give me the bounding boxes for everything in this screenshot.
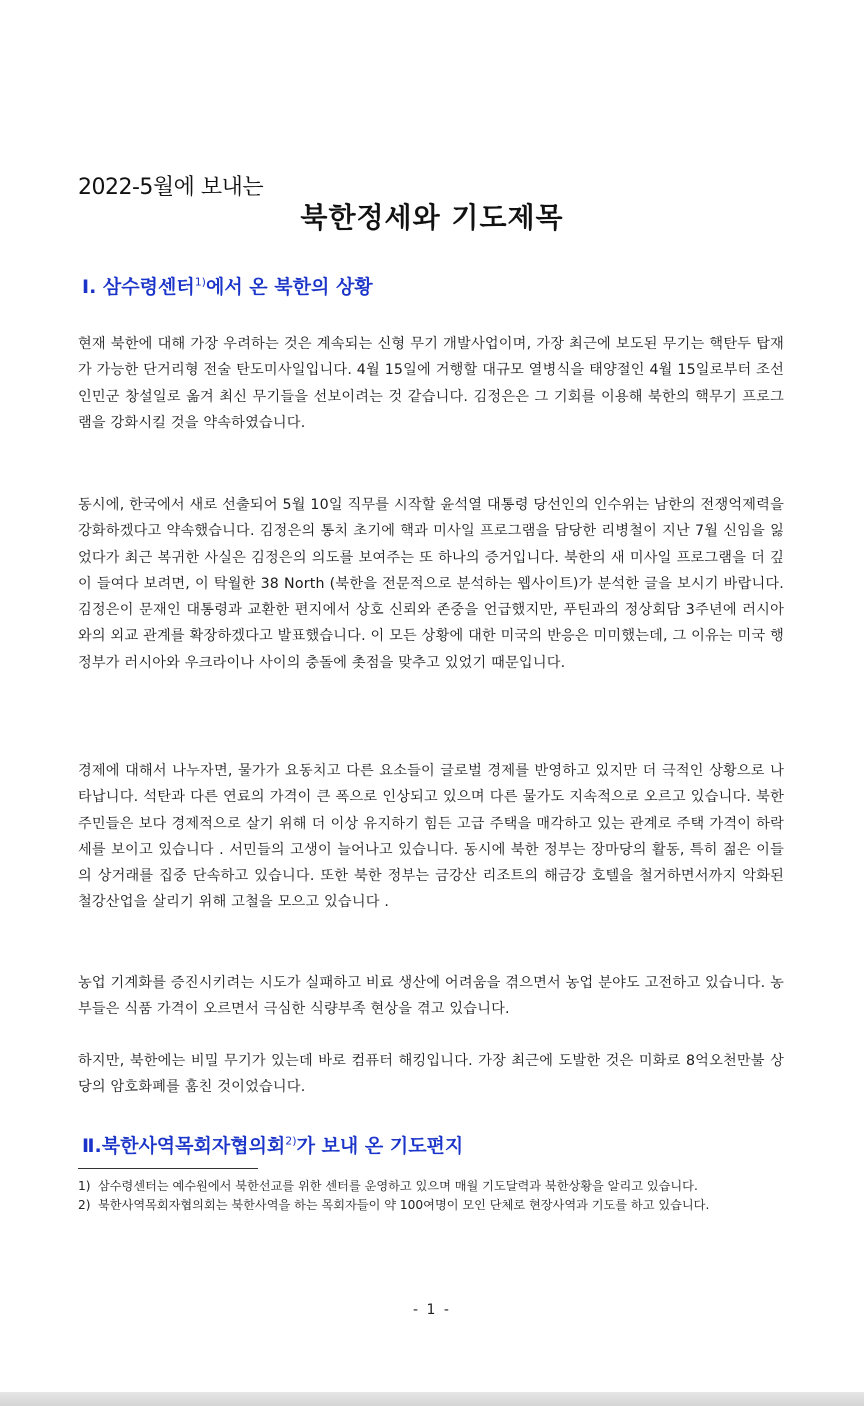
footnote-text: 삼수령센터는 예수원에서 북한선교를 위한 센터를 운영하고 있으며 매월 기도달력과 북한상황을 알리고 있습니다. [98, 1179, 698, 1193]
section-1-heading [82, 272, 373, 299]
footnotes [78, 1178, 784, 1215]
paragraph-agriculture: 농업 기계화를 증진시키려는 시도가 실패하고 비료 생산에 어려움을 겪으면서 농업 분야도 고전하고 있습니다. 농부들은 식품 가격이 오르면서 극심한 식량부족 현상을 겪고 있습니다. [78, 975, 784, 1018]
main-title: 북한정세와 기도제목 [300, 201, 564, 234]
section-1-heading-main: Ⅰ. 삼수령센터 [82, 276, 195, 298]
footnote-number: 2) [78, 1197, 91, 1212]
footnote-number: 1) [78, 1179, 91, 1193]
footnote-1 [78, 1178, 784, 1196]
section-2-heading [82, 1131, 463, 1158]
footnote-ref-1[interactable]: 1) [194, 275, 206, 289]
page-number: - 1 - [413, 1302, 451, 1318]
section-2-heading-main: Ⅱ.북한사역목회자협의회 [82, 1135, 286, 1157]
section-2-heading-tail: 가 보내 온 기도편지 [296, 1135, 464, 1157]
pre-title: 2022-5월에 보내는 [78, 175, 264, 200]
footnote-ref-2[interactable]: 2) [285, 1134, 297, 1148]
section-1-heading-tail: 에서 온 북한의 상황 [205, 276, 373, 298]
paragraph-diplomacy: 동시에, 한국에서 새로 선출되어 5월 10일 직무를 시작할 윤석열 대통령 당선인의 인수위는 남한의 전쟁억제력을 강화하겠다고 약속했습니다. 김정은의 통치 초기에 핵과 미사일 프로그램을 담당한 리병철이 지난 7월 신임을 잃었다가 최근 복귀한 사실은 김정은의 의도를 보여주는 또 하나의 증거입니다. 북한의 새 미사일 프로그램을 더 깊이 들여다 보려면, 이 탁월한 38 North (북한을 전문적으로 분석하는 웹사이트)가 분석한 글을 보시기 바랍니다. 김정은이 문재인 대통령과 교환한 편지에서 상호 신뢰와 존중을 언급했지만, 푸틴과의 정상회담 3주년에 러시아와의 외교 관계를 확장하겠다고 발표했습니다. 이 모든 상황에 대한 미국의 반응은 미미했는데, 그 이유는 미국 행정부가 러시아와 우크라이나 사이의 충돌에 촛점을 맞추고 있었기 때문입니다. [78, 497, 784, 671]
viewer-bottom-edge [0, 1392, 864, 1406]
footnote-2 [78, 1197, 784, 1215]
paragraph-weapons: 현재 북한에 대해 가장 우려하는 것은 계속되는 신형 무기 개발사업이며, 가장 최근에 보도된 무기는 핵탄두 탑재가 가능한 단거리형 전술 탄도미사일입니다. 4월 15일에 거행할 대규모 열병식을 태양절인 4월 15일로부터 조선인민군 창설일로 옮겨 최신 무기들을 선보이려는 것 같습니다. 김정은은 그 기회를 이용해 북한의 핵무기 프로그램을 강화시킬 것을 약속하였습니다. [78, 336, 784, 431]
paragraph-economy: 경제에 대해서 나누자면, 물가가 요동치고 다른 요소들이 글로벌 경제를 반영하고 있지만 더 극적인 상황으로 나타납니다. 석탄과 다른 연료의 가격이 큰 폭으로 인상되고 있으며 다른 물가도 지속적으로 오르고 있습니다. 북한 주민들은 보다 경제적으로 살기 위해 더 이상 유지하기 힘든 고급 주택을 매각하고 있는 관계로 주택 가격이 하락세를 보이고 있습니다 . 서민들의 고생이 늘어나고 있습니다. 동시에 북한 정부는 장마당의 활동, 특히 젊은 이들의 상거래를 집중 단속하고 있습니다. 또한 북한 정부는 금강산 리조트의 해금강 호텔을 철거하면서까지 악화된 철강산업을 살리기 위해 고철을 모으고 있습니다 . [78, 763, 784, 911]
footnote-divider [78, 1168, 258, 1169]
paragraph-hacking: 하지만, 북한에는 비밀 무기가 있는데 바로 컴퓨터 해킹입니다. 가장 최근에 도발한 것은 미화로 8억오천만불 상당의 암호화폐를 훔친 것이었습니다. [78, 1053, 784, 1096]
footnote-text: 북한사역목회자협의회는 북한사역을 하는 목회자들이 약 100여명이 모인 단체로 현장사역과 기도를 하고 있습니다. [98, 1197, 710, 1212]
